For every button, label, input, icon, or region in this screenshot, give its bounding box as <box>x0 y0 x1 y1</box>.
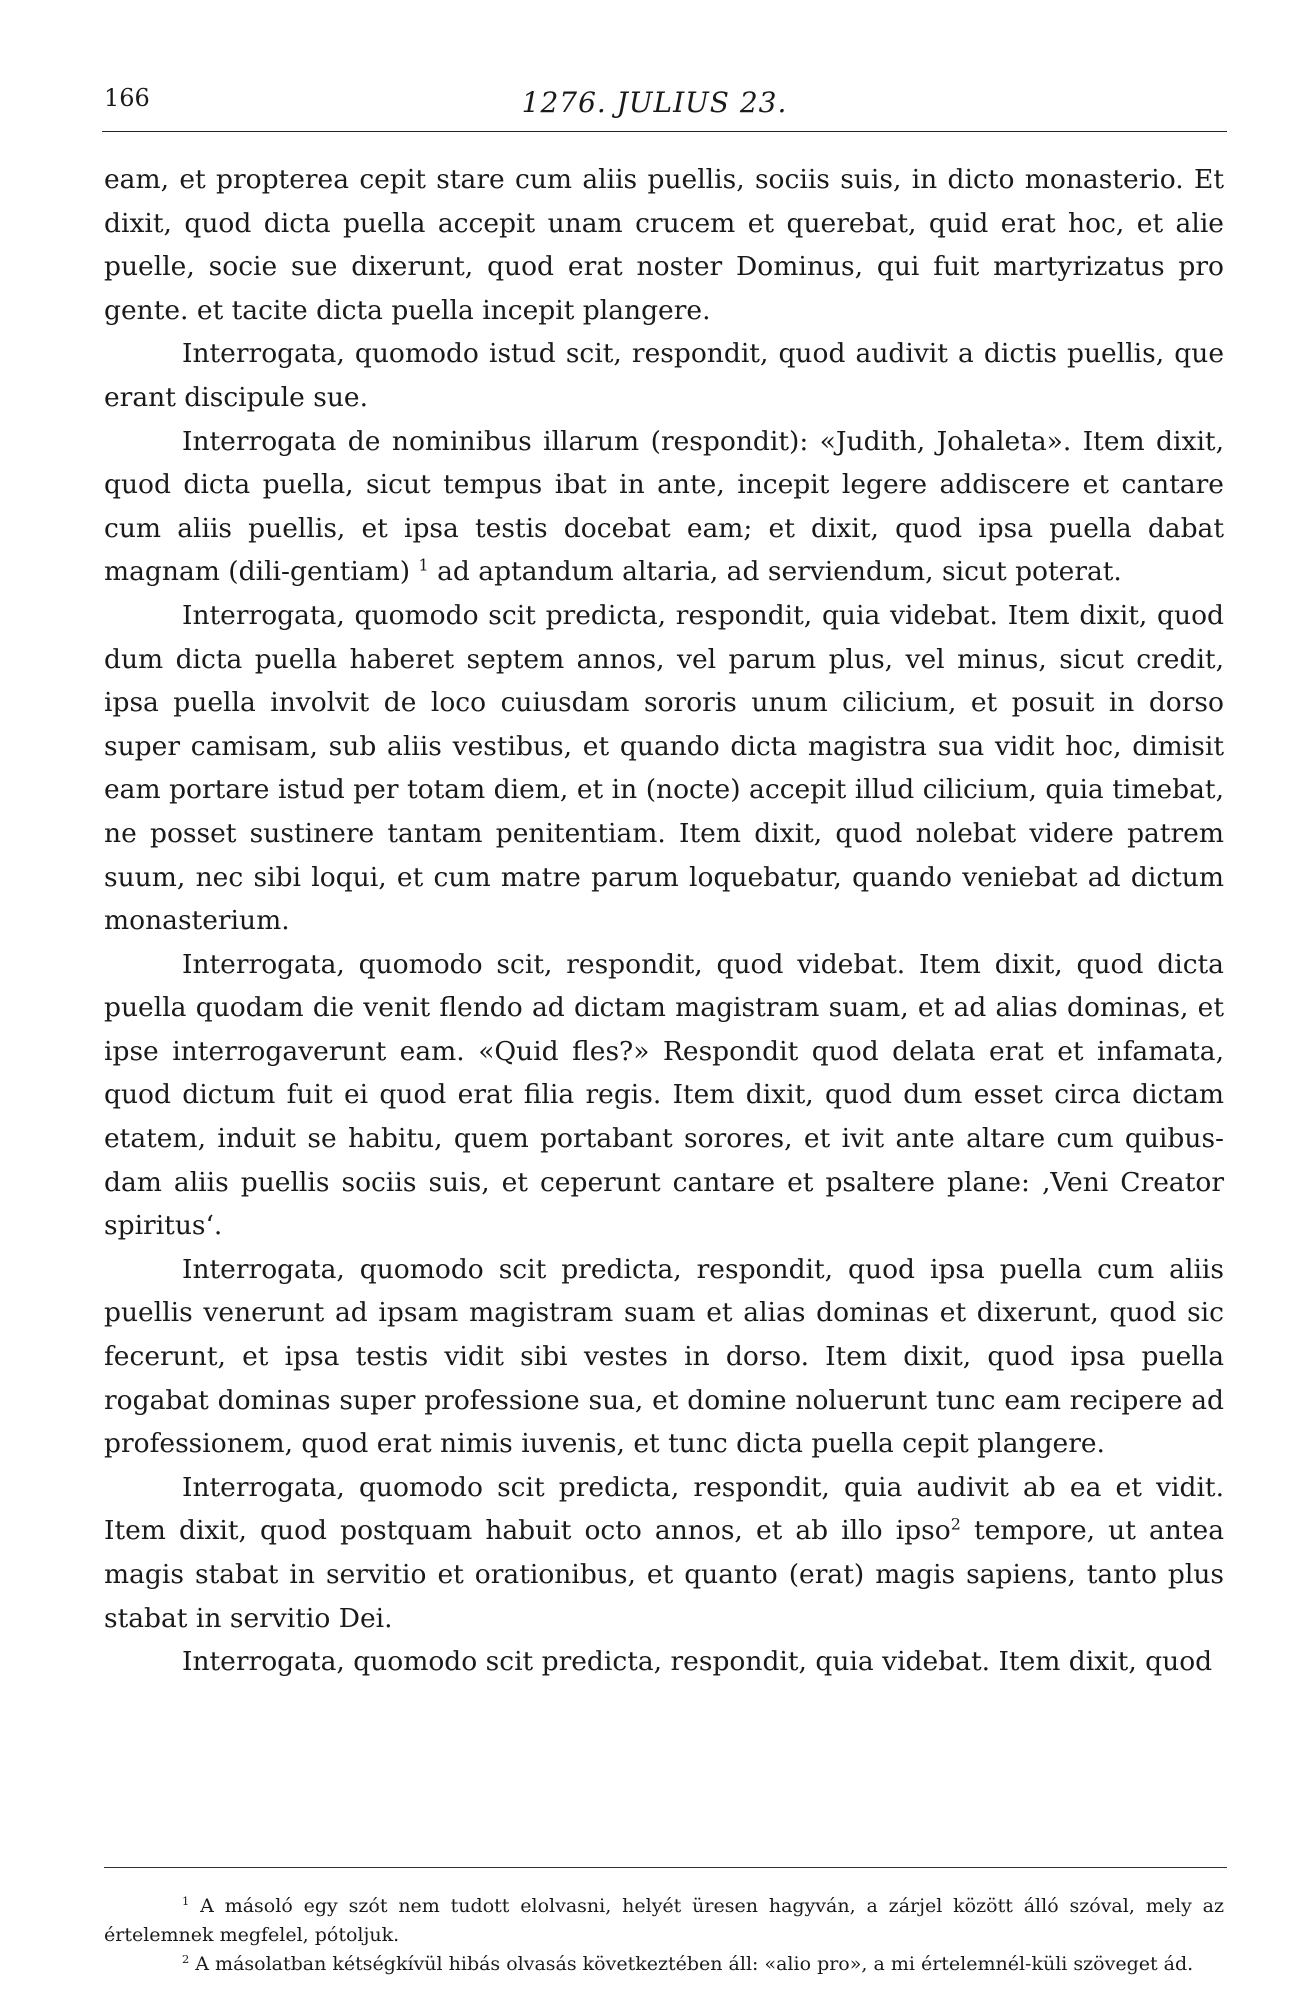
paragraph-3 <box>104 420 1224 594</box>
footnote-mark-2: 2 <box>182 1952 190 1967</box>
paragraph-3-tail: ad aptandum altaria, ad serviendum, sicut poterat. <box>437 556 1122 588</box>
paragraph-7-text: Interrogata, quomodo scit predicta, respondit, quia audivit ab ea et vidit. Item dixit, quod postquam habuit octo annos, et ab illo ipso <box>104 1471 1224 1547</box>
header-rule <box>102 131 1227 132</box>
paragraph-8: Interrogata, quomodo scit predicta, respondit, quia videbat. Item dixit, quod <box>182 1646 1213 1678</box>
footnote-rule <box>104 1867 1227 1868</box>
footnote-ref-2: 2 <box>950 1514 961 1534</box>
paragraph-5: Interrogata, quomodo scit, respondit, quod videbat. Item dixit, quod dicta puella quodam die venit flendo ad dictam magistram suam, et ad alias dominas, et ipse interrogaverunt eam. «Quid fles?» Respondit quod delata erat et infamata, quod dictum fuit ei quod erat filia regis. Item dixit, quod dum esset circa dictam etatem, induit se habitu, quem portabant sorores, et ivit ante altare cum quibus-dam aliis puellis sociis suis, et ceperunt cantare et psaltere plane: ‚Veni Creator spiritus‘. <box>104 948 1224 1242</box>
paragraph-2: Interrogata, quomodo istud scit, respondit, quod audivit a dictis puellis, que erant discipule sue. <box>104 338 1224 413</box>
footnote-1-text: A másoló egy szót nem tudott elolvasni, helyét üresen hagyván, a zárjel között álló szóval, mely az értelemnek megfelel, pótoljuk. <box>104 1895 1224 1946</box>
footnote-2 <box>104 1950 1224 1979</box>
footnote-mark-1: 1 <box>182 1894 190 1909</box>
paragraph-7 <box>104 1466 1224 1640</box>
footnote-1 <box>104 1892 1224 1950</box>
footnote-ref-1: 1 <box>418 555 429 575</box>
footnote-2-text: A másolatban kétségkívül hibás olvasás következtében áll: «alio pro», a mi értelemnél-küli szöveget ád. <box>195 1953 1194 1975</box>
paragraph-4: Interrogata, quomodo scit predicta, respondit, quia videbat. Item dixit, quod dum dicta puella haberet septem annos, vel parum plus, vel minus, sicut credit, ipsa puella involvit de loco cuiusdam sororis unum cilicium, et posuit in dorso super camisam, sub aliis vestibus, et quando dicta magistra sua vidit hoc, dimisit eam portare istud per totam diem, et in (nocte) accepit illud cilicium, quia timebat, ne posset sustinere tantam penitentiam. Item dixit, quod nolebat videre patrem suum, nec sibi loqui, et cum matre parum loquebatur, quando veniebat ad dictum monasterium. <box>104 599 1224 937</box>
paragraph-3-text: Interrogata de nominibus illarum (respondit): «Judith, Johaleta». Item dixit, quod dicta puella, sicut tempus ibat in ante, incepit legere addiscere et cantare cum aliis puellis, et ipsa testis docebat eam; et dixit, quod ipsa puella dabat magnam (dili-gentiam) <box>104 425 1224 588</box>
footnotes <box>104 1892 1224 1979</box>
main-text <box>104 158 1224 1684</box>
paragraph-6: Interrogata, quomodo scit predicta, respondit, quod ipsa puella cum aliis puellis venerunt ad ipsam magistram suam et alias dominas et dixerunt, quod sic fecerunt, et ipsa testis vidit sibi vestes in dorso. Item dixit, quod ipsa puella rogabat dominas super professione sua, et domine noluerunt tunc eam recipere ad professionem, quod erat nimis iuvenis, et tunc dicta puella cepit plangere. <box>104 1253 1224 1460</box>
paragraph-7-tail: tempore, ut antea magis stabat in servitio et orationibus, et quanto (erat) magis sapiens, tanto plus stabat in servitio Dei. <box>104 1515 1224 1634</box>
paragraph-1: eam, et propterea cepit stare cum aliis puellis, sociis suis, in dicto monasterio. Et dixit, quod dicta puella accepit unam crucem et querebat, quid erat hoc, et alie puelle, socie sue dixerunt, quod erat noster Dominus, qui fuit martyrizatus pro gente. et tacite dicta puella incepit plangere. <box>104 164 1224 326</box>
running-head: 1276. JULIUS 23. <box>521 86 788 119</box>
page-number: 166 <box>104 84 150 112</box>
